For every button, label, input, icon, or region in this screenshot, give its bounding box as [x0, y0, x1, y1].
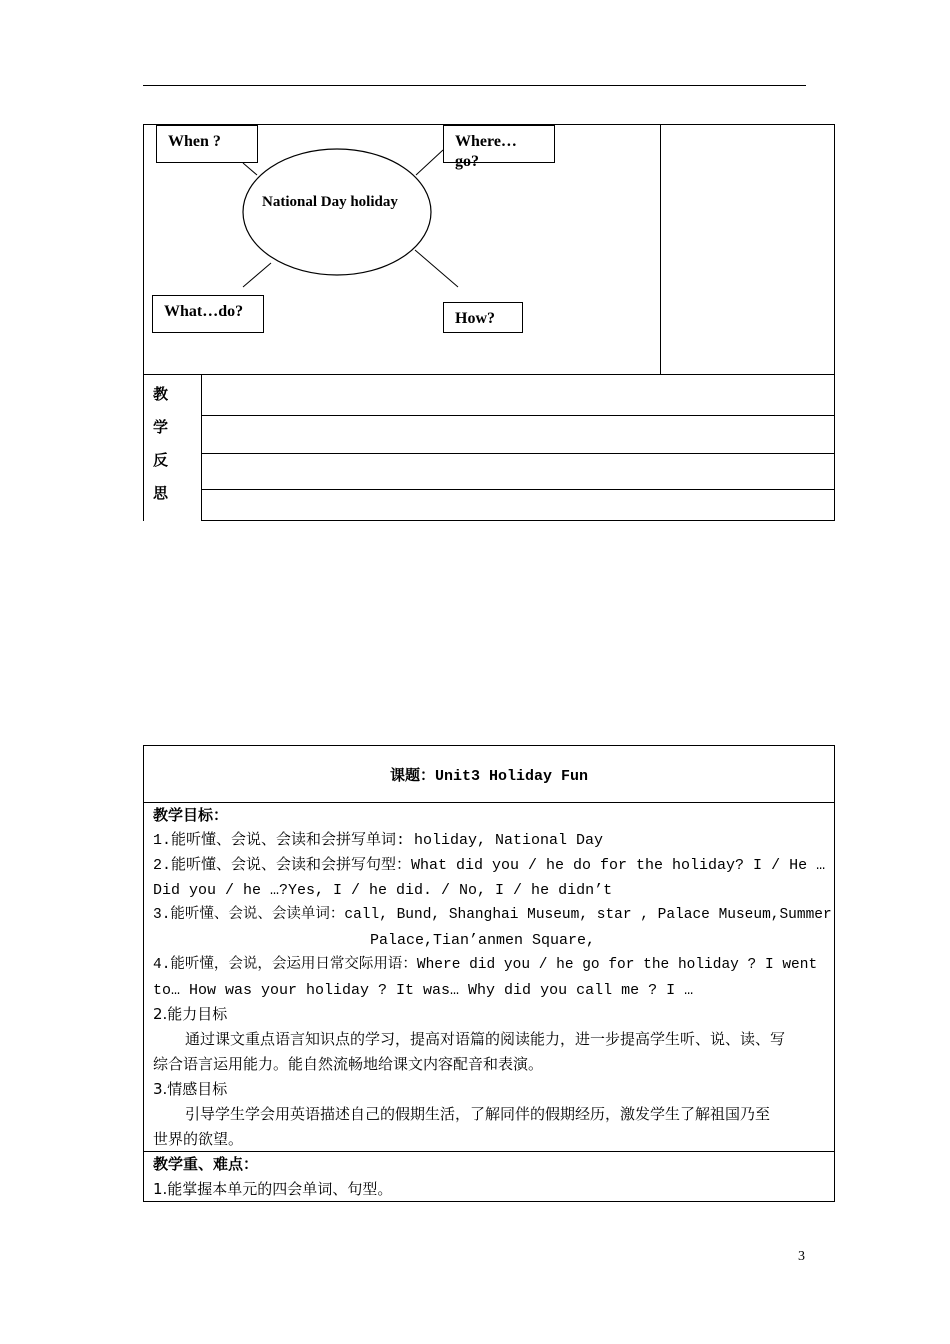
what-label: What…do?	[164, 303, 244, 320]
reflection-char: 思	[153, 484, 169, 502]
how-label: How?	[455, 310, 495, 327]
emotion-text: 引导学生学会用英语描述自己的假期生活，了解同伴的假期经历，激发学生了解祖国乃至	[185, 1105, 771, 1123]
table-divider	[201, 520, 835, 521]
connector-line	[415, 250, 458, 287]
objective-line: 4.能听懂，会说，会运用日常交际用语：Where did you / he go for the holiday ? I went	[153, 957, 818, 973]
ability-text: 通过课文重点语言知识点的学习，提高对语篇的阅读能力，进一步提高学生听、说、读、写	[185, 1030, 786, 1048]
mindmap-center-ellipse	[243, 149, 431, 275]
key-point-line: 1.能掌握本单元的四会单词、句型。	[153, 1180, 393, 1198]
objective-line: to… How was your holiday ? It was… Why did you call me ? I …	[153, 982, 694, 999]
mindmap-center-label: National Day holiday	[262, 194, 398, 210]
emotion-text: 世界的欲望。	[153, 1130, 244, 1148]
table-divider	[201, 489, 835, 490]
table-border	[143, 745, 144, 1202]
emotion-heading: 3.情感目标	[153, 1080, 228, 1098]
reflection-char: 教	[153, 385, 169, 403]
objective-line: Palace,Tian’anmen Square,	[370, 932, 596, 949]
table-border	[143, 745, 835, 746]
page-number: 3	[798, 1249, 805, 1264]
lesson-title: 课题：Unit3 Holiday Fun	[389, 768, 589, 785]
objectives-heading: 教学目标：	[153, 806, 229, 824]
objective-line: 2.能听懂、会说、会读和会拼写句型：What did you / he do for the holiday? I / He …	[153, 857, 826, 874]
reflection-char: 反	[153, 451, 169, 469]
table-divider	[201, 453, 835, 454]
mindmap-diagram	[0, 0, 950, 400]
objective-line: 1.能听懂、会说、会读和会拼写单词: holiday, National Day	[153, 832, 604, 849]
reflection-label	[153, 378, 168, 510]
table-divider	[201, 415, 835, 416]
objective-line: Did you / he …?Yes, I / he did. / No, I / he didn’t	[153, 882, 613, 899]
where-label-2: go?	[455, 153, 479, 170]
where-label: Where…	[455, 133, 517, 150]
connector-line	[243, 163, 257, 175]
when-label: When ?	[168, 133, 221, 150]
reflection-char: 学	[153, 418, 169, 436]
connector-line	[416, 150, 443, 175]
table-border	[834, 745, 835, 1202]
key-points-heading: 教学重、难点：	[153, 1155, 259, 1173]
objective-line: 3.能听懂、会说、会读单词：call, Bund, Shanghai Museum, star , Palace Museum,Summer	[153, 907, 832, 923]
ability-text: 综合语言运用能力。能自然流畅地给课文内容配音和表演。	[153, 1055, 544, 1073]
ability-heading: 2.能力目标	[153, 1005, 228, 1023]
connector-line	[243, 263, 271, 287]
